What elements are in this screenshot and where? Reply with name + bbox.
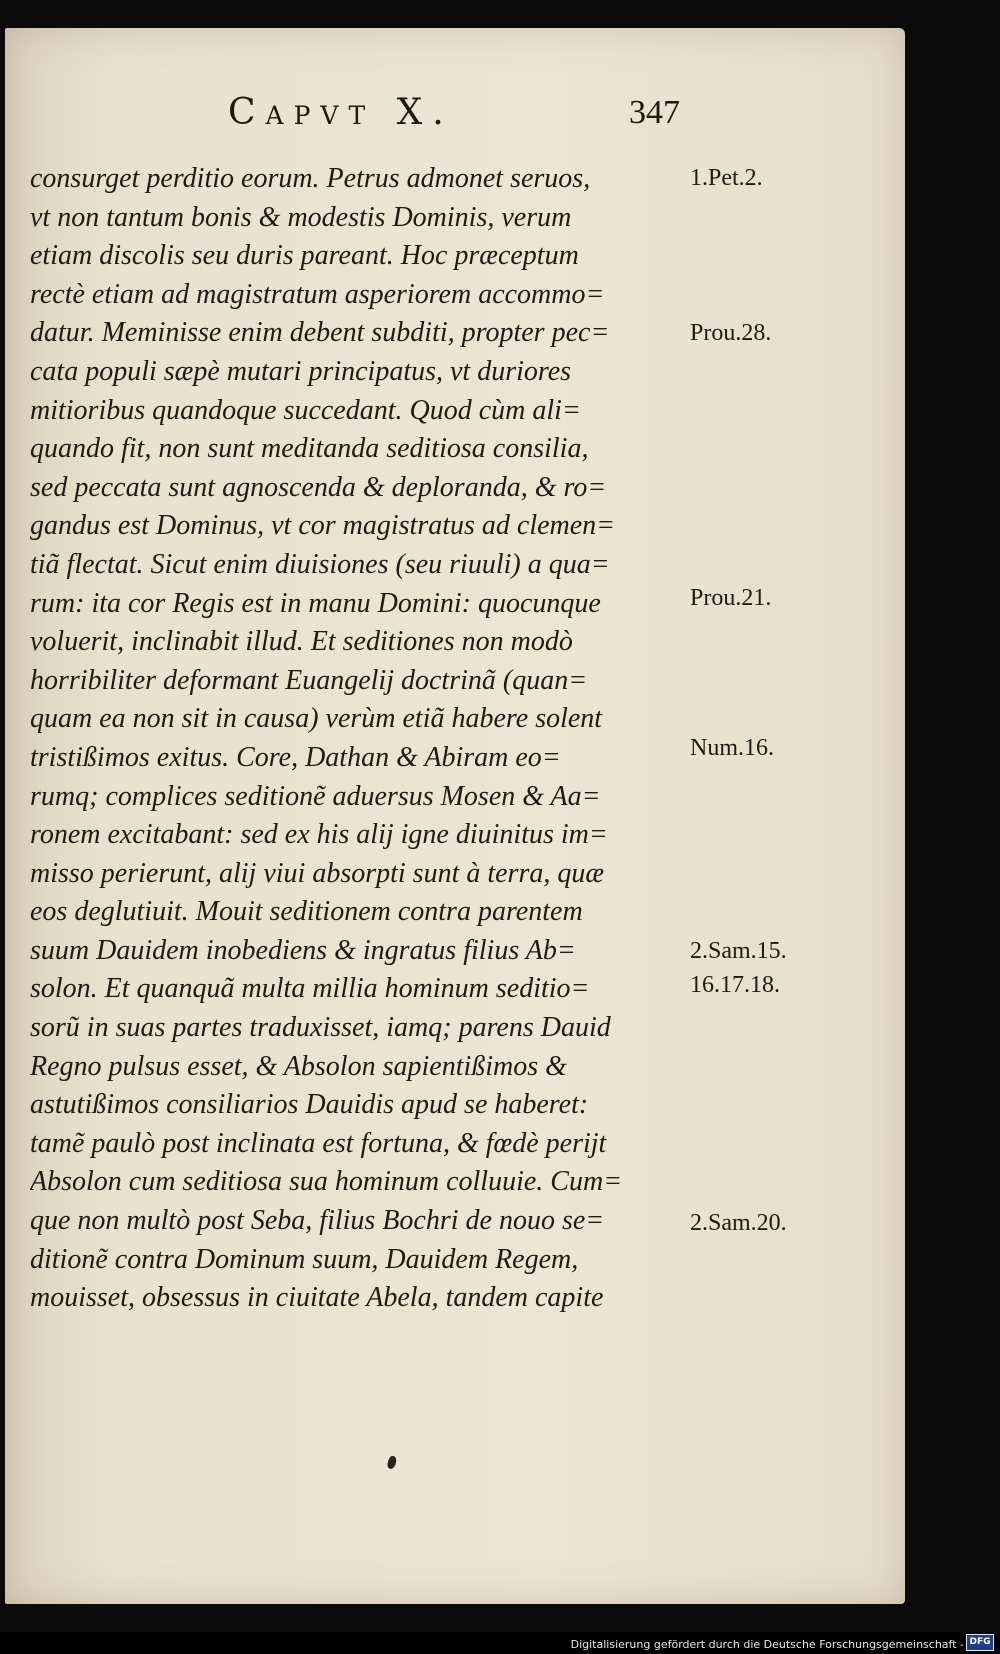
text-line: horribiliter deformant Euangelij doctrinã (quan=: [30, 664, 588, 696]
text-line: solon. Et quanquã multa millia hominum seditio=: [30, 973, 590, 1005]
text-line: rum: ita cor Regis est in manu Domini: quocunque: [30, 587, 601, 619]
margin-note-2-sam-15: 2.Sam.15.: [690, 938, 787, 964]
text-line: tristißimos exitus. Core, Dathan & Abiram eo=: [30, 741, 561, 773]
text-line: datur. Meminisse enim debent subditi, propter pec=: [30, 317, 610, 349]
page-header: [220, 92, 680, 142]
text-line: mouisset, obsessus in ciuitate Abela, tandem capite: [30, 1282, 604, 1314]
text-line: rumq; complices seditionẽ aduersus Mosen & Aa=: [30, 780, 601, 812]
margin-note-prou-21: Prou.21.: [690, 585, 772, 611]
text-line: misso perierunt, alij viui absorpti sunt à terra, quæ: [30, 857, 605, 889]
text-line: rectè etiam ad magistratum asperiorem accommo=: [30, 278, 605, 310]
margin-note-num-16: Num.16.: [690, 735, 774, 761]
text-line: sed peccata sunt agnoscenda & deploranda, & ro=: [30, 471, 607, 503]
body-text: [30, 160, 690, 1318]
text-line: vt non tantum bonis & modestis Dominis, verum: [30, 201, 572, 233]
text-line: consurget perditio eorum. Petrus admonet seruos,: [30, 163, 591, 194]
footer-bar: [0, 1632, 1000, 1654]
margin-note-1-pet-2: 1.Pet.2.: [690, 165, 763, 191]
text-line: sorũ in suas partes traduxisset, iamq; parens Dauid: [30, 1012, 611, 1044]
text-line: quam ea non sit in causa) verùm etiã habere solent: [30, 703, 603, 735]
text-line: Absolon cum seditiosa sua hominum colluuie. Cum=: [30, 1166, 623, 1198]
running-title: Capvt X.: [228, 92, 454, 133]
margin-note-16-17-18: 16.17.18.: [690, 972, 780, 998]
text-line: Regno pulsus esset, & Absolon sapientißimos &: [30, 1050, 567, 1082]
margin-note-2-sam-20: 2.Sam.20.: [690, 1210, 787, 1236]
footer-credit: Digitalisierung gefördert durch die Deutsche Forschungsgemeinschaft -: [570, 1638, 964, 1651]
dfg-logo: DFG: [966, 1634, 994, 1651]
text-line: tamẽ paulò post inclinata est fortuna, & fœdè perijt: [30, 1127, 607, 1159]
text-line: que non multò post Seba, filius Bochri de nouo se=: [30, 1205, 605, 1237]
text-line: mitioribus quandoque succedant. Quod cùm ali=: [30, 394, 581, 426]
text-line: cata populi sæpè mutari principatus, vt duriores: [30, 355, 572, 387]
text-line: ronem excitabant: sed ex his alij igne diuinitus im=: [30, 819, 608, 851]
page-number: 347: [629, 94, 680, 131]
text-line: voluerit, inclinabit illud. Et seditiones non modò: [30, 626, 573, 658]
text-line: eos deglutiuit. Mouit seditionem contra parentem: [30, 896, 583, 928]
text-line: ditionẽ contra Dominum suum, Dauidem Regem,: [30, 1243, 579, 1275]
margin-note-prou-28: Prou.28.: [690, 320, 772, 346]
text-line: etiam discolis seu duris pareant. Hoc præceptum: [30, 240, 579, 272]
text-line: quando fit, non sunt meditanda seditiosa consilia,: [30, 433, 589, 465]
text-line: suum Dauidem inobediens & ingratus filius Ab=: [30, 934, 576, 966]
text-line: gandus est Dominus, vt cor magistratus ad clemen=: [30, 510, 616, 542]
text-line: tiã flectat. Sicut enim diuisiones (seu riuuli) a qua=: [30, 548, 610, 580]
text-line: astutißimos consiliarios Dauidis apud se haberet:: [30, 1089, 589, 1121]
